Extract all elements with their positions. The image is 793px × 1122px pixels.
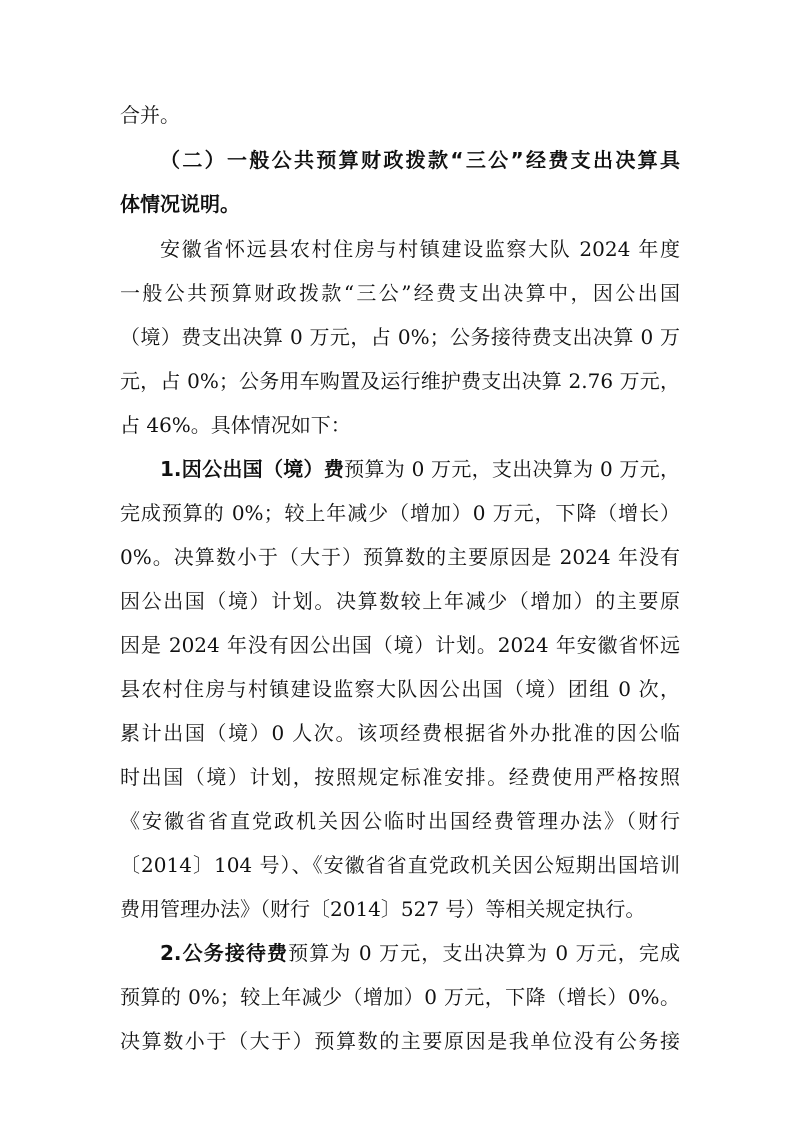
subsection-line-travel: 1.因公出国（境）费预算为 0 万元，支出决算为 0 万元， (160, 457, 681, 481)
subsection-line-reception: 2.公务接待费预算为 0 万元，支出决算为 0 万元，完成 (160, 941, 680, 965)
body-text-line: 因公出国（境）计划。决算数较上年减少（增加）的主要原 (120, 589, 680, 613)
body-text-line: 县农村住房与村镇建设监察大队因公出国（境）团组 0 次， (120, 677, 680, 701)
body-text-line: 《安徽省省直党政机关因公临时出国经费管理办法》（财行 (120, 809, 680, 833)
body-text-line: 累计出国（境）0 人次。该项经费根据省外办批准的因公临 (120, 721, 680, 745)
body-text-line: 0%。决算数小于（大于）预算数的主要原因是 2024 年没有 (120, 545, 680, 569)
body-text-line: 元，占 0%；公务用车购置及运行维护费支出决算 2.76 万元， (120, 369, 680, 393)
body-text-line: 一般公共预算财政拨款“三公”经费支出决算中，因公出国 (120, 281, 680, 305)
subsection-title-travel: 1.因公出国（境）费 (160, 457, 345, 481)
body-text-line: （境）费支出决算 0 万元，占 0%；公务接待费支出决算 0 万 (120, 325, 680, 349)
section-heading-line-1: （二）一般公共预算财政拨款“三公”经费支出决算具 (160, 148, 680, 172)
body-text-line: 〔2014〕104 号）、《安徽省省直党政机关因公短期出国培训 (120, 853, 680, 877)
body-text-line: 因是 2024 年没有因公出国（境）计划。2024 年安徽省怀远 (120, 633, 680, 657)
body-text-line: 决算数小于（大于）预算数的主要原因是我单位没有公务接 (120, 1029, 680, 1053)
body-text-line: 费用管理办法》（财行〔2014〕527 号）等相关规定执行。 (120, 897, 646, 921)
subsection-title-reception: 2.公务接待费 (160, 941, 289, 965)
body-text-line: 预算的 0%；较上年减少（增加）0 万元，下降（增长）0%。 (120, 985, 680, 1009)
body-text-line: 占 46%。具体情况如下： (120, 413, 351, 437)
paragraph-end-line: 合并。 (120, 103, 180, 127)
body-text-line: 安徽省怀远县农村住房与村镇建设监察大队 2024 年度 (160, 237, 680, 261)
body-text-line: 时出国（境）计划，按照规定标准安排。经费使用严格按照 (120, 765, 680, 789)
section-heading-line-2: 体情况说明。 (120, 192, 240, 216)
body-text-line: 完成预算的 0%；较上年减少（增加）0 万元，下降（增长） (120, 501, 680, 525)
